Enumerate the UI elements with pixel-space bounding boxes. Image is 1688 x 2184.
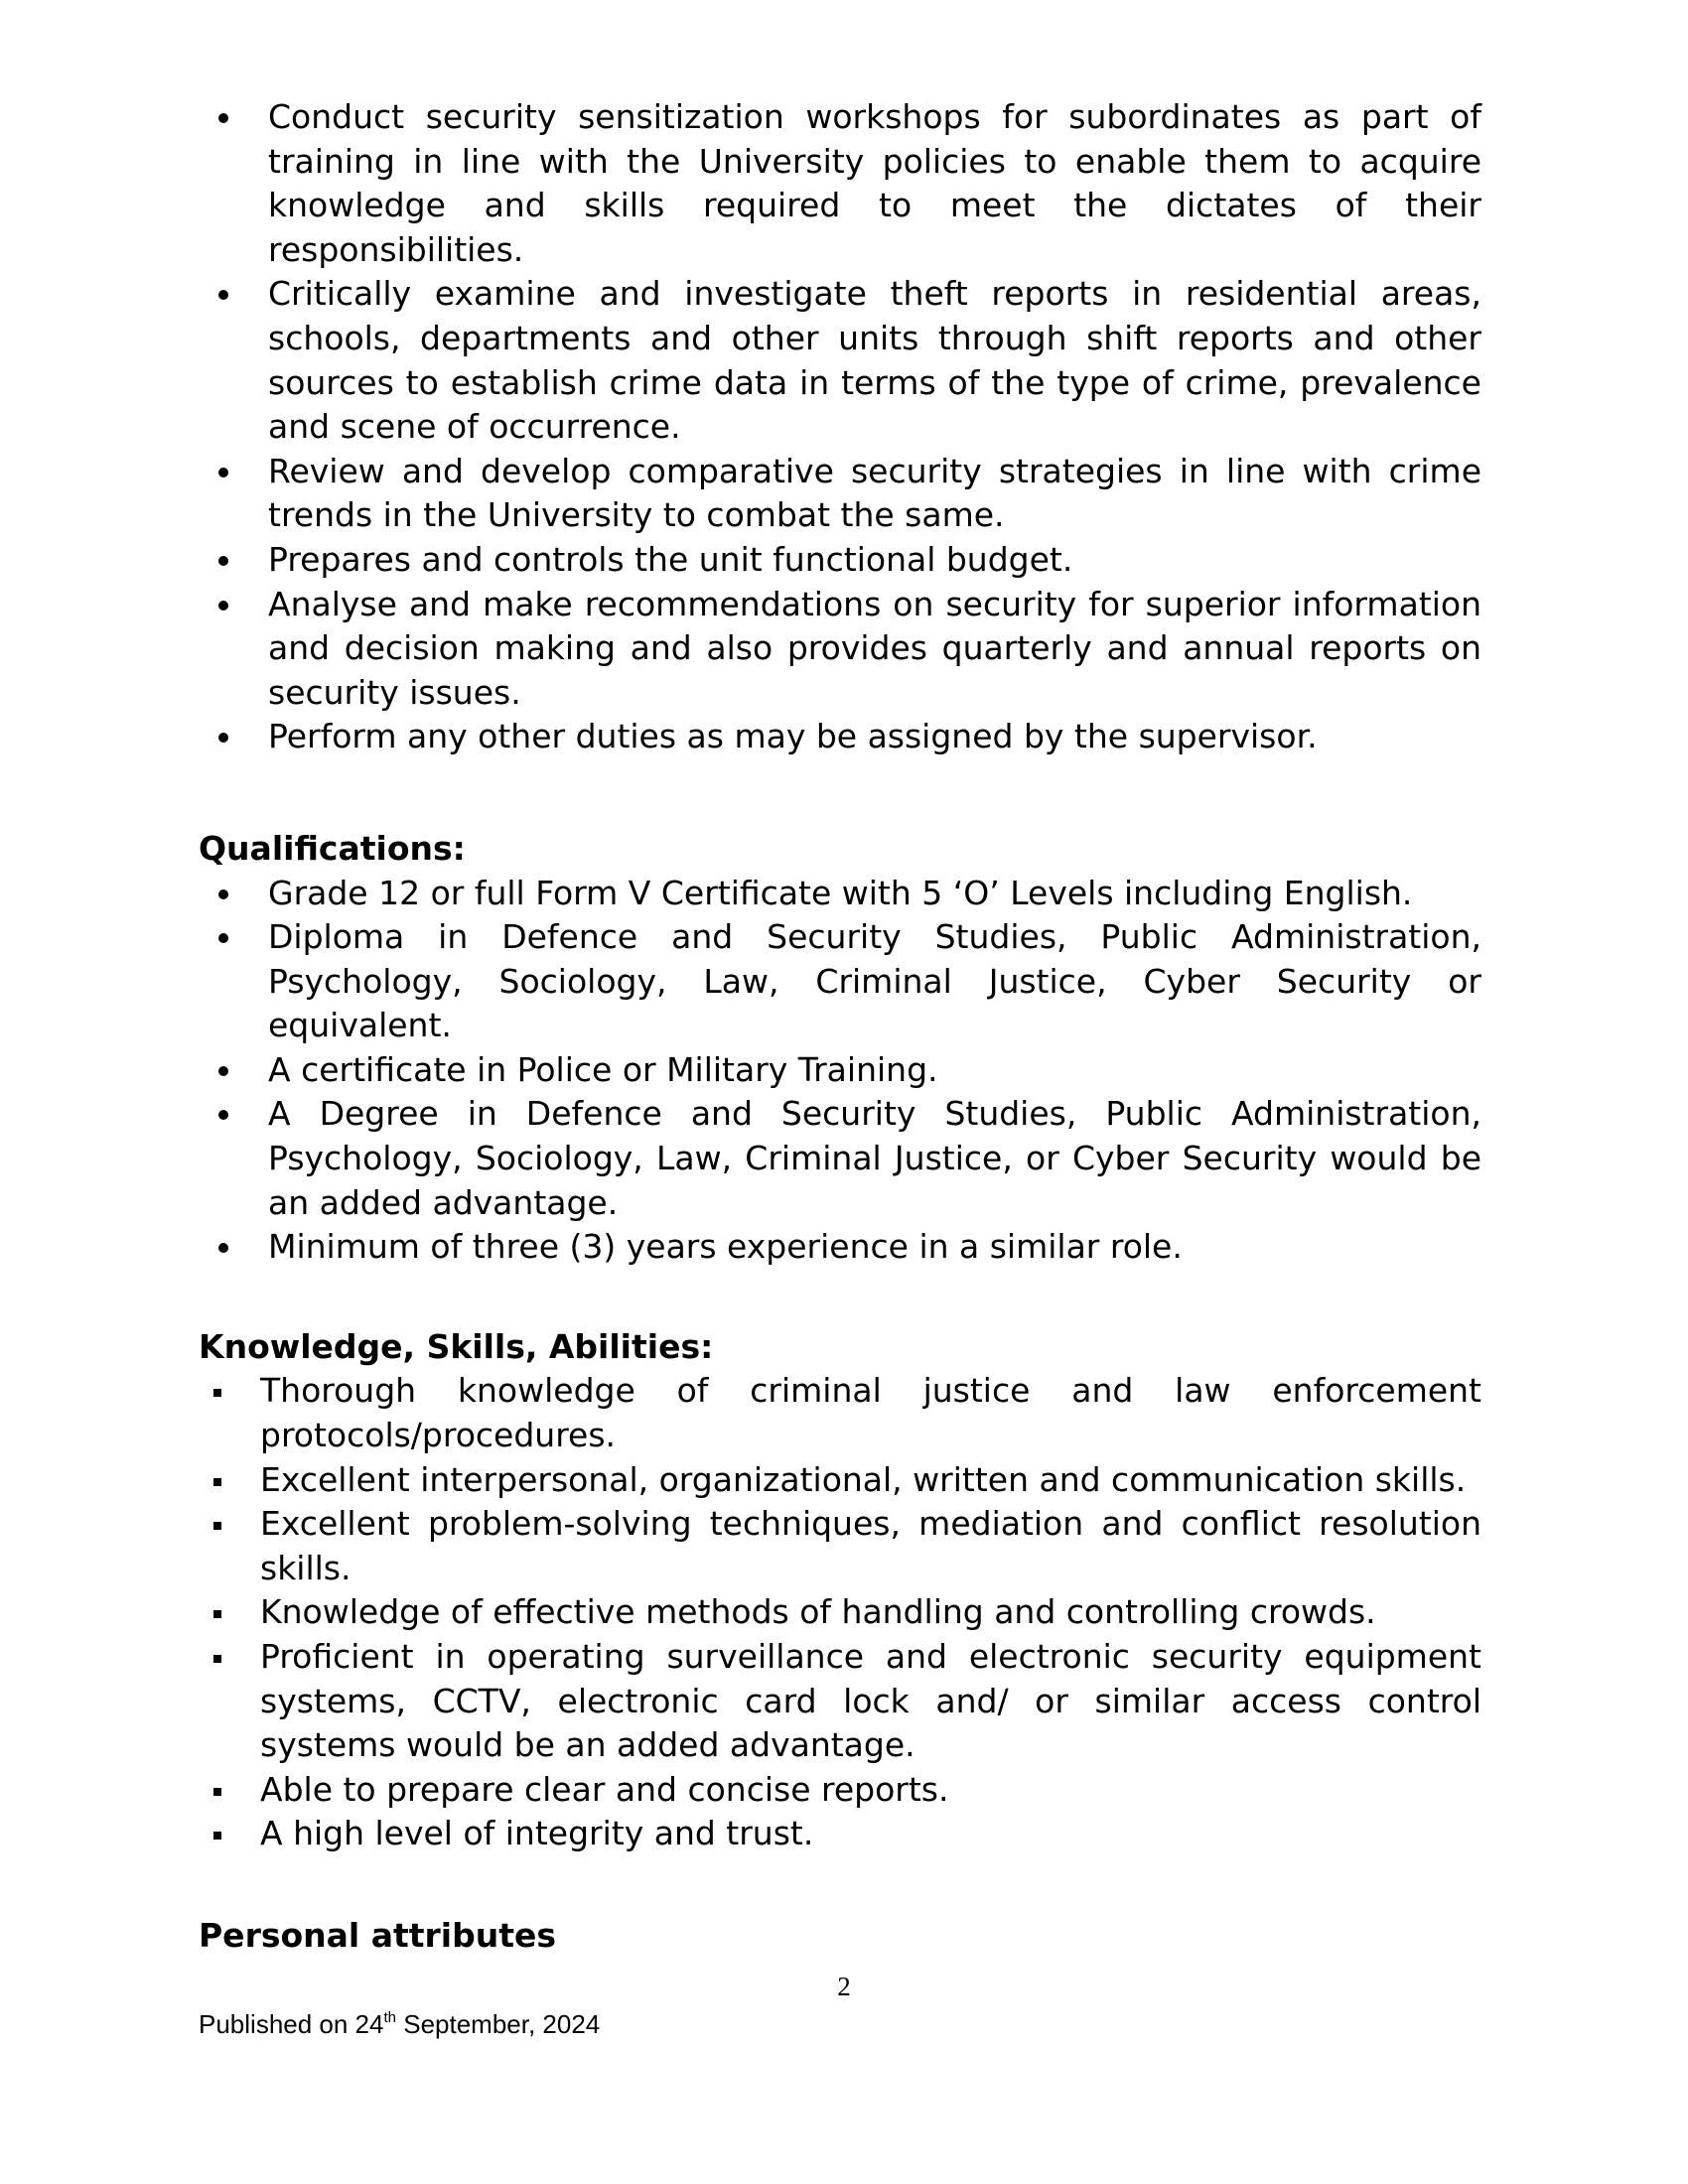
page-number: 2 (837, 1972, 851, 2001)
list-item: Analyse and make recommendations on security for superior information and decision making and also provides quarterly and annual reports on security issues. (199, 583, 1481, 716)
bullet-icon (199, 1048, 260, 1093)
qualifications-heading: Qualifications: (199, 828, 466, 868)
bullet-icon (199, 715, 260, 759)
list-item: Thorough knowledge of criminal justice and law enforcement protocols/procedures. (199, 1369, 1481, 1457)
qualifications-list (199, 872, 1481, 1270)
square-bullet-icon (199, 1812, 260, 1856)
ksa-list (199, 1369, 1481, 1856)
list-item: A Degree in Defence and Security Studies, Public Administration, Psychology, Sociology, Law, Criminal Justice, or Cyber Security would be an added advantage. (199, 1092, 1481, 1225)
square-bullet-icon (199, 1635, 260, 1680)
list-item: Critically examine and investigate theft reports in residential areas, schools, departments and other units through shift reports and other sources to establish crime data in terms of the type of crime, prevalence and scene of occurrence. (199, 272, 1481, 449)
bullet-icon (199, 583, 260, 627)
list-item: Grade 12 or full Form V Certificate with 5 ‘O’ Levels including English. (199, 872, 1481, 916)
square-bullet-icon (199, 1590, 260, 1635)
bullet-icon (199, 872, 260, 916)
personal-attributes-heading: Personal attributes (199, 1915, 557, 1955)
square-bullet-icon (199, 1369, 260, 1414)
list-item: Able to prepare clear and concise reports. (199, 1768, 1481, 1813)
list-item: Proficient in operating surveillance and electronic security equipment systems, CCTV, electronic card lock and/ or similar access control systems would be an added advantage. (199, 1635, 1481, 1768)
duties-list (199, 95, 1481, 759)
footer-published-date: Published on 24th September, 2024 (199, 2009, 601, 2039)
section-spacer (199, 759, 1481, 827)
list-item: Perform any other duties as may be assigned by the supervisor. (199, 715, 1481, 759)
list-item: A certificate in Police or Military Training. (199, 1048, 1481, 1093)
square-bullet-icon (199, 1768, 260, 1813)
list-item: Minimum of three (3) years experience in a similar role. (199, 1225, 1481, 1270)
section-spacer (199, 1856, 1481, 1914)
bullet-icon (199, 1092, 260, 1137)
list-item: Review and develop comparative security strategies in line with crime trends in the University to combat the same. (199, 450, 1481, 538)
bullet-icon (199, 272, 260, 317)
bullet-icon (199, 95, 260, 140)
list-item: Conduct security sensitization workshops for subordinates as part of training in line with the University policies to enable them to acquire knowledge and skills required to meet the dictates of their responsibilities. (199, 95, 1481, 272)
bullet-icon (199, 538, 260, 583)
list-item: Knowledge of effective methods of handling and controlling crowds. (199, 1590, 1481, 1635)
list-item: Excellent interpersonal, organizational, written and communication skills. (199, 1458, 1481, 1503)
list-item: Prepares and controls the unit functional budget. (199, 538, 1481, 583)
page-content (199, 95, 1481, 1959)
list-item: A high level of integrity and trust. (199, 1812, 1481, 1856)
ksa-heading: Knowledge, Skills, Abilities: (199, 1326, 714, 1366)
square-bullet-icon (199, 1502, 260, 1547)
list-item: Excellent problem-solving techniques, mediation and conflict resolution skills. (199, 1502, 1481, 1590)
bullet-icon (199, 450, 260, 494)
bullet-icon (199, 915, 260, 960)
list-item: Diploma in Defence and Security Studies, Public Administration, Psychology, Sociology, Law, Criminal Justice, Cyber Security or equivalent. (199, 915, 1481, 1048)
bullet-icon (199, 1225, 260, 1270)
section-spacer (199, 1270, 1481, 1325)
square-bullet-icon (199, 1458, 260, 1503)
